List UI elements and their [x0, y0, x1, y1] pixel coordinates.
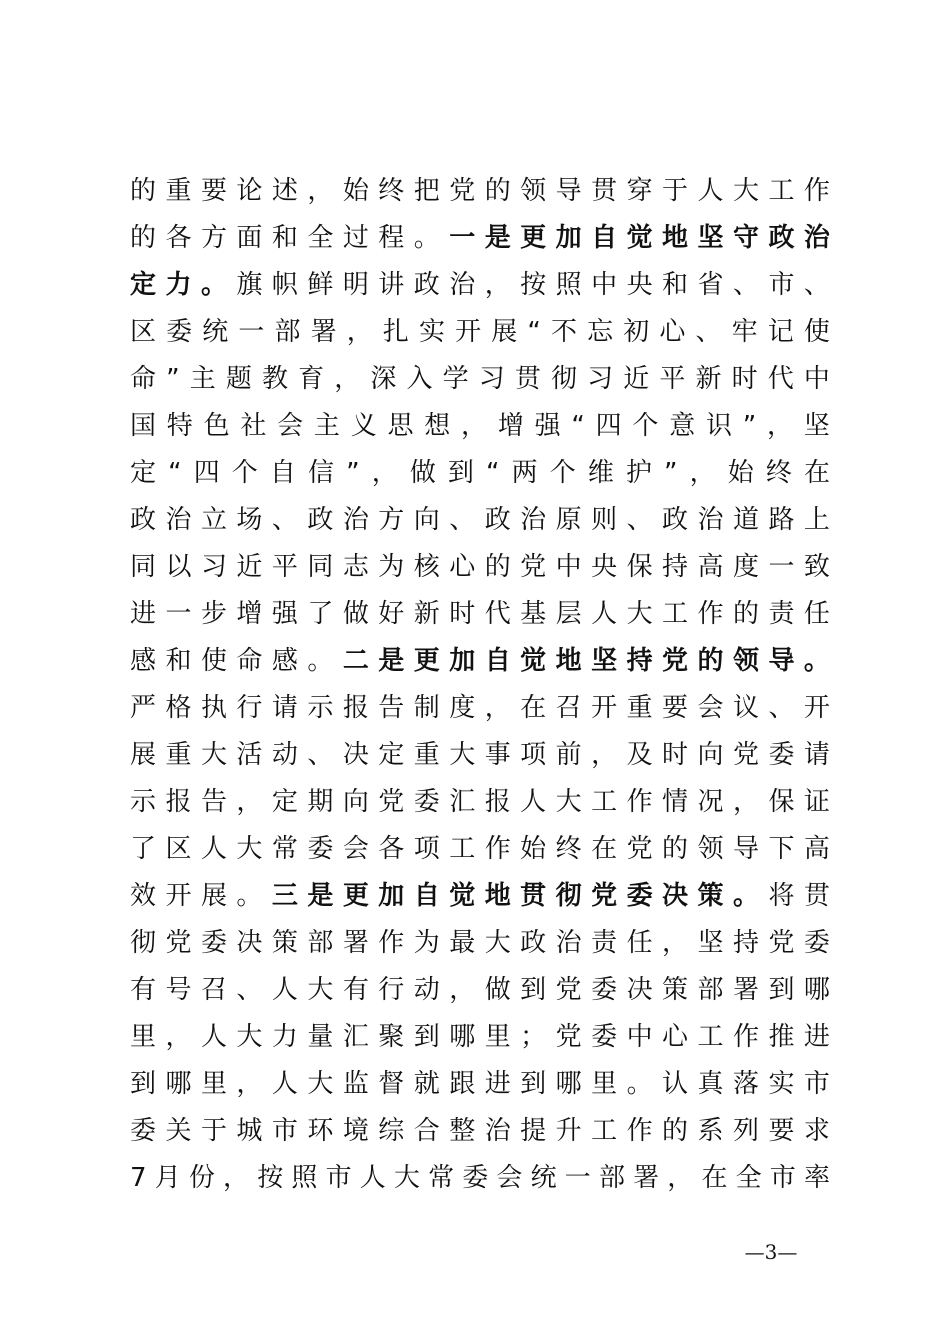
text-line: 展 重 大 活 动 、 决 定 重 大 事 项 前 ， 及 时 向 党 委 请: [130, 740, 830, 770]
text-line: 了 区 人 大 常 委 会 各 项 工 作 始 终 在 党 的 领 导 下 高: [130, 834, 830, 864]
text-line: 定 力 。 旗 帜 鲜 明 讲 政 治 ， 按 照 中 央 和 省 、 市 、: [130, 270, 830, 300]
text-line: 到 哪 里 ， 人 大 监 督 就 跟 进 到 哪 里 。 认 真 落 实 市: [130, 1069, 830, 1099]
page-number: —3—: [744, 1240, 798, 1264]
text-line: 的 各 方 面 和 全 过 程 。 一 是 更 加 自 觉 地 坚 守 政 治: [130, 223, 830, 253]
text-line: 的 重 要 论 述 ， 始 终 把 党 的 领 导 贯 穿 于 人 大 工 作: [130, 176, 830, 206]
text-line: 定 “ 四 个 自 信 ” ， 做 到 “ 两 个 维 护 ” ， 始 终 在: [130, 458, 830, 488]
text-line: 有 号 召 、 人 大 有 行 动 ， 做 到 党 委 决 策 部 署 到 哪: [130, 975, 830, 1005]
text-line: 进 一 步 增 强 了 做 好 新 时 代 基 层 人 大 工 作 的 责 任: [130, 599, 830, 629]
text-line: 效 开 展 。 三 是 更 加 自 觉 地 贯 彻 党 委 决 策 。 将 贯: [130, 881, 830, 911]
text-line: 委 关 于 城 市 环 境 综 合 整 治 提 升 工 作 的 系 列 要 求: [130, 1116, 830, 1146]
text-line: 示 报 告 ， 定 期 向 党 委 汇 报 人 大 工 作 情 况 ， 保 证: [130, 787, 830, 817]
document-body-text: [130, 168, 830, 1202]
text-line: 国 特 色 社 会 主 义 思 想 ， 增 强 “ 四 个 意 识 ” ， 坚: [130, 411, 830, 441]
text-line: 感 和 使 命 感 。 二 是 更 加 自 觉 地 坚 持 党 的 领 导 。: [130, 646, 830, 676]
text-line: 严 格 执 行 请 示 报 告 制 度 ， 在 召 开 重 要 会 议 、 开: [130, 693, 830, 723]
text-line: 命 ” 主 题 教 育 ， 深 入 学 习 贯 彻 习 近 平 新 时 代 中: [130, 364, 830, 394]
text-line: 彻 党 委 决 策 部 署 作 为 最 大 政 治 责 任 ， 坚 持 党 委: [130, 928, 830, 958]
text-line: 区 委 统 一 部 署 ， 扎 实 开 展 “ 不 忘 初 心 、 牢 记 使: [130, 317, 830, 347]
text-line: 里 ， 人 大 力 量 汇 聚 到 哪 里 ； 党 委 中 心 工 作 推 进: [130, 1022, 830, 1052]
text-line: 7 月 份 ， 按 照 市 人 大 常 委 会 统 一 部 署 ， 在 全 市 率: [130, 1163, 830, 1193]
text-line: 同 以 习 近 平 同 志 为 核 心 的 党 中 央 保 持 高 度 一 致: [130, 552, 830, 582]
text-line: 政 治 立 场 、 政 治 方 向 、 政 治 原 则 、 政 治 道 路 上: [130, 505, 830, 535]
